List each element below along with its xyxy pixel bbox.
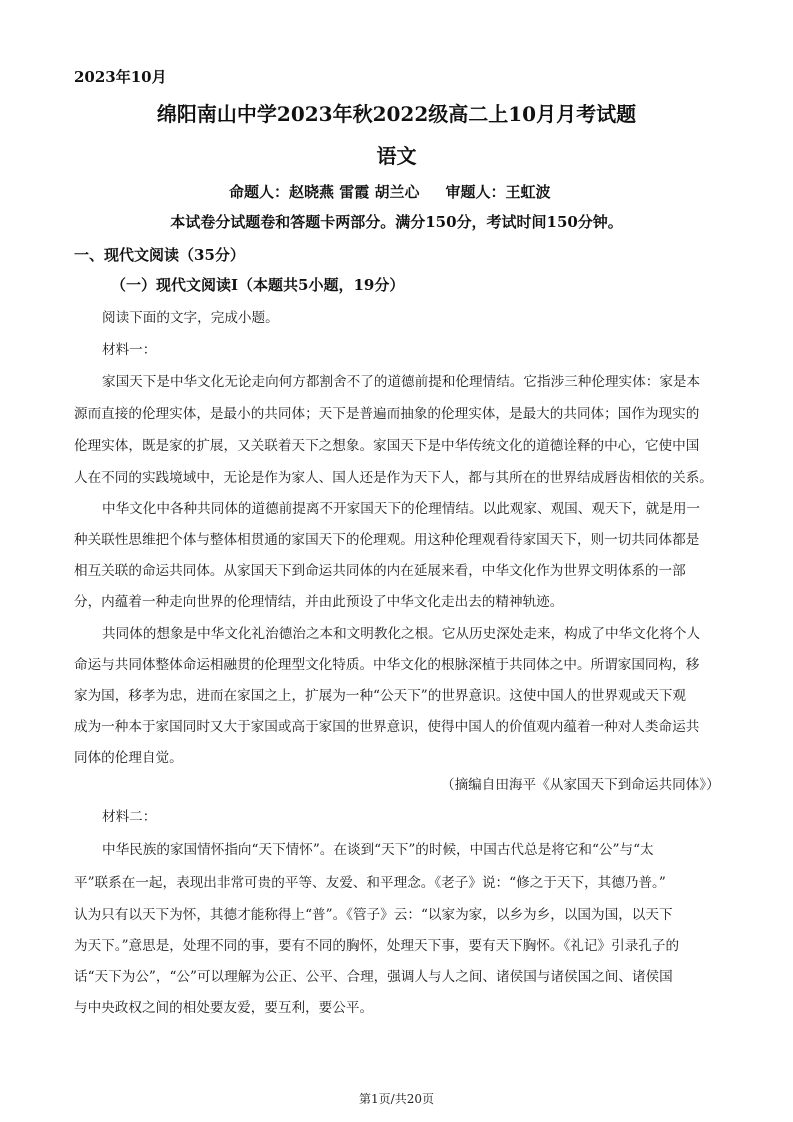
question-reviewer: 审题人：王虹波 bbox=[445, 183, 551, 201]
material-one-source: （摘编自田海平《从家国天下到命运共同体》） bbox=[441, 777, 720, 793]
section-heading: 一、现代文阅读（35分） bbox=[74, 246, 245, 264]
text-line: 同体的伦理自觉。 bbox=[74, 750, 183, 766]
text-line: 为天下。”意思是，处理不同的事，要有不同的胸怀，处理天下事，要有天下胸怀。《礼记》引录孔子的 bbox=[74, 938, 680, 954]
text-line: 认为只有以天下为怀，其德才能称得上“普”。《管子》云：“以家为家，以乡为乡，以国为国，以天下 bbox=[74, 907, 673, 923]
text-line: 中华文化中各种共同体的道德前提离不开家国天下的伦理情结。以此观家、观国、观天下，就是用一 bbox=[102, 501, 701, 517]
text-line: 共同体的想象是中华文化礼治德治之本和文明教化之根。它从历史深处走来，构成了中华文化将个人 bbox=[102, 626, 701, 642]
page-number: 第1页/共20页 bbox=[359, 1092, 434, 1106]
material-two-label: 材料二： bbox=[102, 809, 157, 825]
text-line: 成为一种本于家国同时又大于家国或高于家国的世界意识，使得中国人的价值观内蕴着一种对人类命运共 bbox=[74, 719, 700, 735]
text-line: 平”联系在一起，表现出非常可贵的平等、友爱、和平理念。《老子》说：“修之于天下，其德乃普。” bbox=[74, 875, 666, 891]
text-line: 家为国，移孝为忠，进而在家国之上，扩展为一种“公天下”的世界意识。这使中国人的世界观或天下观 bbox=[74, 688, 687, 704]
exam-date: 2023年10月 bbox=[74, 68, 167, 86]
text-line: 源而直接的伦理实体，是最小的共同体；天下是普遍而抽象的伦理实体，是最大的共同体；国作为现实的 bbox=[74, 406, 700, 422]
question-setters: 命题人：赵晓燕 雷霞 胡兰心 bbox=[229, 183, 420, 201]
text-line: 伦理实体，既是家的扩展，又关联着天下之想象。家国天下是中华传统文化的道德诠释的中心，它使中国 bbox=[74, 438, 700, 454]
text-line: 人在不同的实践境域中，无论是作为家人、国人还是作为天下人，都与其所在的世界结成唇齿相依的关系。 bbox=[74, 470, 713, 486]
exam-authors bbox=[229, 181, 550, 202]
exam-title: 绵阳南山中学2023年秋2022级高二上10月月考试题 bbox=[156, 102, 637, 126]
text-line: 种关联性思维把个体与整体相贯通的家国天下的伦理观。用这种伦理观看待家国天下，则一切共同体都是 bbox=[74, 532, 700, 548]
reading-instruction: 阅读下面的文字，完成小题。 bbox=[102, 310, 279, 326]
subsection-heading: （一）现代文阅读Ⅰ（本题共5小题，19分） bbox=[111, 276, 405, 294]
text-line: 家国天下是中华文化无论走向何方都割舍不了的道德前提和伦理情结。它指涉三种伦理实体：家是本 bbox=[102, 374, 701, 390]
text-line: 分，内蕴着一种走向世界的伦理情结，并由此预设了中华文化走出去的精神轨迹。 bbox=[74, 594, 564, 610]
text-line: 与中央政权之间的相处要友爱，要互利，要公平。 bbox=[74, 1000, 374, 1016]
text-line: 中华民族的家国情怀指向“天下情怀”。在谈到“天下”的时候，中国古代总是将它和“公”与“太 bbox=[102, 842, 654, 858]
exam-notice: 本试卷分试题卷和答题卡两部分。满分150分，考试时间150分钟。 bbox=[170, 213, 623, 231]
subject-title: 语文 bbox=[376, 144, 417, 168]
material-one-label: 材料一： bbox=[102, 342, 157, 358]
text-line: 话“天下为公”，“公”可以理解为公正、公平、合理，强调人与人之间、诸侯国与诸侯国之间、诸侯国 bbox=[74, 969, 673, 985]
text-line: 相互关联的命运共同体。从家国天下到命运共同体的内在延展来看，中华文化作为世界文明体系的一部 bbox=[74, 563, 686, 579]
text-line: 命运与共同体整体命运相融贯的伦理型文化特质。中华文化的根脉深植于共同体之中。所谓家国同构，移 bbox=[74, 657, 700, 673]
